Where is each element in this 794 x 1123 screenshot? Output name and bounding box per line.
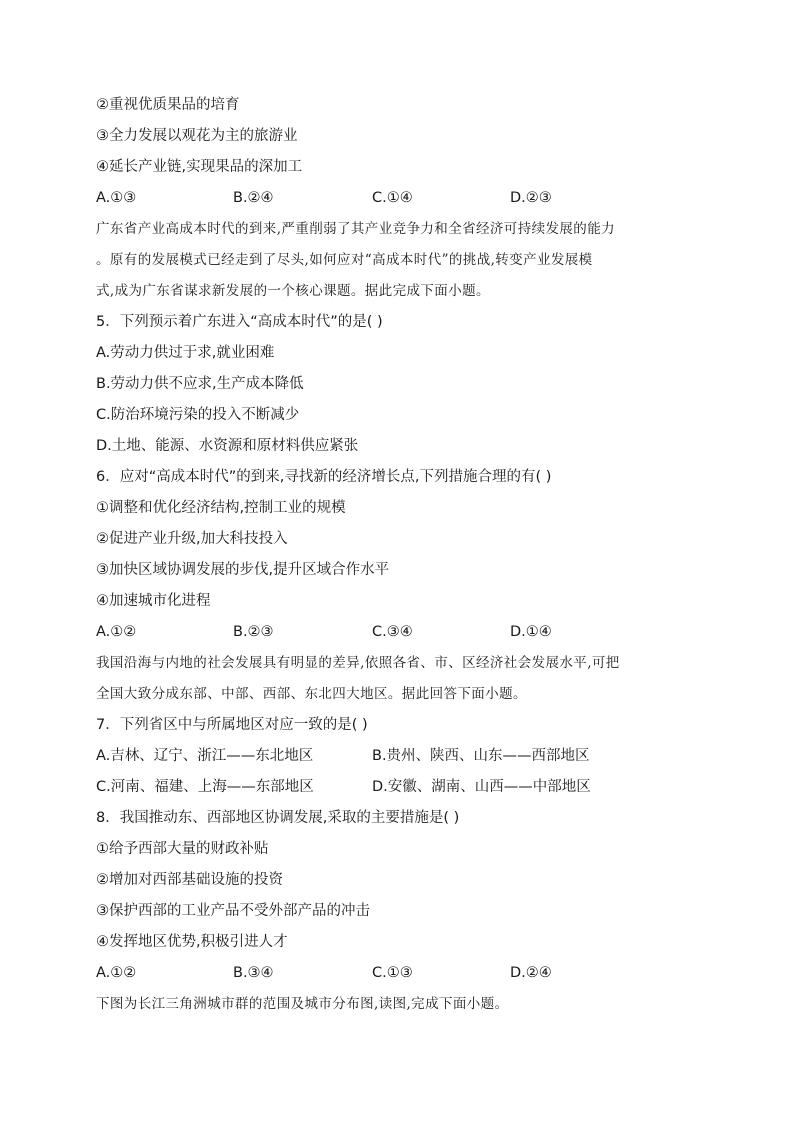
q8-item-3: ③保护西部的工业产品不受外部产品的冲击 — [96, 903, 370, 919]
q6-option-a: A.①② — [96, 624, 137, 640]
q8-stem: 8．我国推动东、西部地区协调发展,采取的主要措施是( ) — [96, 810, 460, 826]
exam-page — [96, 90, 716, 1020]
q6-item-1: ①调整和优化经济结构,控制工业的规模 — [96, 500, 346, 516]
q7-options-row2 — [96, 772, 716, 803]
q8-option-a: A.①② — [96, 965, 137, 981]
passage1-line2: 。原有的发展模式已经走到了尽头,如何应对“高成本时代”的挑战,转变产业发展模 — [96, 252, 593, 268]
q8-option-b: B.③④ — [233, 965, 274, 981]
q4-option-d: D.②③ — [510, 190, 552, 206]
q7-options-row1 — [96, 741, 716, 772]
q8-options — [96, 958, 716, 989]
q5-option-c: C.防治环境污染的投入不断减少 — [96, 407, 300, 423]
q6-option-d: D.①④ — [510, 624, 552, 640]
q8-item-4: ④发挥地区优势,积极引进人才 — [96, 934, 288, 950]
q6-option-b: B.②③ — [233, 624, 274, 640]
q5-option-b: B.劳动力供不应求,生产成本降低 — [96, 376, 304, 392]
q5-stem: 5．下列预示着广东进入“高成本时代”的是( ) — [96, 314, 383, 330]
passage1-line3: 式,成为广东省谋求新发展的一个核心课题。据此完成下面小题。 — [96, 283, 490, 299]
q4-item-2: ②重视优质果品的培育 — [96, 97, 240, 113]
passage2-line2: 全国大致分成东部、中部、西部、东北四大地区。据此回答下面小题。 — [96, 686, 527, 702]
q8-item-2: ②增加对西部基础设施的投资 — [96, 872, 283, 888]
q5-option-d: D.土地、能源、水资源和原材料供应紧张 — [96, 438, 359, 454]
q6-option-c: C.③④ — [372, 624, 413, 640]
passage2-line1: 我国沿海与内地的社会发展具有明显的差异,依照各省、市、区经济社会发展水平,可把 — [96, 655, 620, 671]
q4-option-a: A.①③ — [96, 190, 137, 206]
q6-item-3: ③加快区域协调发展的步伐,提升区域合作水平 — [96, 562, 390, 578]
passage1-line1: 广东省产业高成本时代的到来,严重削弱了其产业竞争力和全省经济可持续发展的能力 — [96, 221, 615, 237]
q6-options — [96, 617, 716, 648]
q7-option-a: A.吉林、辽宁、浙江——东北地区 — [96, 748, 314, 764]
q6-item-2: ②促进产业升级,加大科技投入 — [96, 531, 288, 547]
q6-stem: 6．应对“高成本时代”的到来,寻找新的经济增长点,下列措施合理的有( ) — [96, 469, 552, 485]
q6-item-4: ④加速城市化进程 — [96, 593, 211, 609]
q4-options — [96, 183, 716, 214]
q7-stem: 7．下列省区中与所属地区对应一致的是( ) — [96, 717, 368, 733]
q4-option-b: B.②④ — [233, 190, 274, 206]
q8-item-1: ①给予西部大量的财政补贴 — [96, 841, 269, 857]
passage3: 下图为长江三角洲城市群的范围及城市分布图,读图,完成下面小题。 — [96, 996, 509, 1012]
q8-option-d: D.②④ — [510, 965, 552, 981]
q5-option-a: A.劳动力供过于求,就业困难 — [96, 345, 275, 361]
q7-option-d: D.安徽、湖南、山西——中部地区 — [372, 779, 591, 795]
q4-item-4: ④延长产业链,实现果品的深加工 — [96, 159, 303, 175]
q7-option-c: C.河南、福建、上海——东部地区 — [96, 779, 314, 795]
q4-item-3: ③全力发展以观花为主的旅游业 — [96, 128, 298, 144]
q8-option-c: C.①③ — [372, 965, 413, 981]
q4-option-c: C.①④ — [372, 190, 413, 206]
q7-option-b: B.贵州、陕西、山东——西部地区 — [372, 748, 590, 764]
